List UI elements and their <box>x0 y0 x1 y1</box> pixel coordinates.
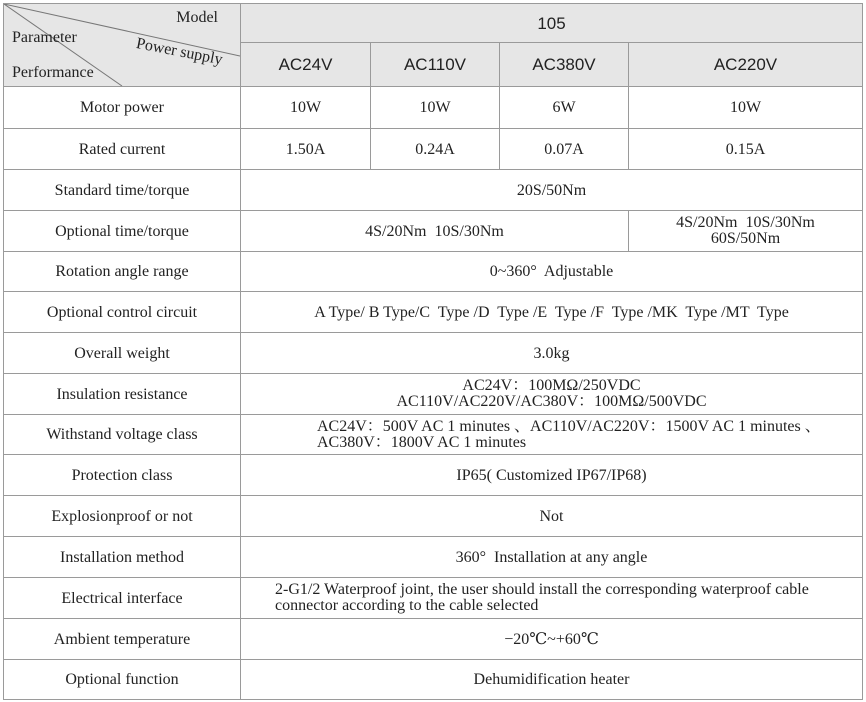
motor-power-ac110v: 10W <box>371 87 500 129</box>
insulation-line1: AC24V：100MΩ/250VDC <box>462 377 641 394</box>
withstand-value <box>241 415 863 455</box>
rotation-value: 0~360° Adjustable <box>241 252 863 292</box>
electrical-value <box>241 578 863 619</box>
weight-value: 3.0kg <box>241 333 863 374</box>
control-value: A Type/ B Type/C Type /D Type /E Type /F Type /MK Type /MT Type <box>241 292 863 333</box>
label-explosion: Explosionproof or not <box>4 496 241 537</box>
row-optional-time <box>4 211 863 252</box>
optional-time-b-line2: 60S/50Nm <box>710 230 781 247</box>
ambient-value: −20℃~+60℃ <box>241 619 863 660</box>
rated-current-ac24v: 1.50A <box>241 129 371 170</box>
label-ambient: Ambient temperature <box>4 619 241 660</box>
row-protection <box>4 455 863 496</box>
electrical-line1: 2-G1/2 Waterproof joint, the user should install the corresponding waterproof cable <box>275 581 809 598</box>
rated-current-ac380v: 0.07A <box>500 129 629 170</box>
supply-ac220v: AC220V <box>629 43 863 87</box>
row-weight <box>4 333 863 374</box>
withstand-line1: AC24V：500V AC 1 minutes 、AC110V/AC220V：1500V AC 1 minutes 、 <box>317 417 821 435</box>
header-row-model <box>4 4 863 43</box>
supply-ac380v: AC380V <box>500 43 629 87</box>
motor-power-ac380v: 6W <box>500 87 629 129</box>
rated-current-ac110v: 0.24A <box>371 129 500 170</box>
rated-current-ac220v: 0.15A <box>629 129 863 170</box>
supply-ac24v: AC24V <box>241 43 371 87</box>
label-weight: Overall weight <box>4 333 241 374</box>
row-motor-power <box>4 87 863 129</box>
label-electrical: Electrical interface <box>4 578 241 619</box>
row-standard-time <box>4 170 863 211</box>
insulation-value <box>241 374 863 415</box>
protection-value: IP65( Customized IP67/IP68) <box>241 455 863 496</box>
row-control <box>4 292 863 333</box>
row-ambient <box>4 619 863 660</box>
header-diagonal-cell <box>4 4 241 87</box>
installation-value: 360° Installation at any angle <box>241 537 863 578</box>
optional-time-value-a: 4S/20Nm 10S/30Nm <box>241 211 629 252</box>
specification-table <box>3 3 863 700</box>
row-rated-current <box>4 129 863 170</box>
model-label: Model <box>176 9 218 26</box>
power-supply-label: Power supply <box>134 35 224 69</box>
label-motor-power: Motor power <box>4 87 241 129</box>
label-control: Optional control circuit <box>4 292 241 333</box>
label-protection: Protection class <box>4 455 241 496</box>
model-value: 105 <box>241 4 863 43</box>
standard-time-value: 20S/50Nm <box>241 170 863 211</box>
label-installation: Installation method <box>4 537 241 578</box>
row-explosion <box>4 496 863 537</box>
motor-power-ac220v: 10W <box>629 87 863 129</box>
parameter-label: Parameter <box>12 29 77 46</box>
optional-time-b-line1: 4S/20Nm 10S/30Nm <box>676 214 815 231</box>
supply-ac110v: AC110V <box>371 43 500 87</box>
row-installation <box>4 537 863 578</box>
electrical-line2: connector according to the cable selected <box>275 597 539 614</box>
label-withstand: Withstand voltage class <box>4 415 241 455</box>
explosion-value: Not <box>241 496 863 537</box>
insulation-line2: AC110V/AC220V/AC380V：100MΩ/500VDC <box>396 393 707 410</box>
withstand-line2: AC380V：1800V AC 1 minutes <box>317 433 527 451</box>
label-rated-current: Rated current <box>4 129 241 170</box>
optional-time-value-b <box>629 211 863 252</box>
label-optional-time: Optional time/torque <box>4 211 241 252</box>
optional-function-value: Dehumidification heater <box>241 660 863 700</box>
label-rotation: Rotation angle range <box>4 252 241 292</box>
performance-label: Performance <box>12 64 94 81</box>
label-optional-function: Optional function <box>4 660 241 700</box>
label-insulation: Insulation resistance <box>4 374 241 415</box>
row-withstand <box>4 415 863 455</box>
motor-power-ac24v: 10W <box>241 87 371 129</box>
label-standard-time: Standard time/torque <box>4 170 241 211</box>
row-rotation <box>4 252 863 292</box>
row-insulation <box>4 374 863 415</box>
row-electrical <box>4 578 863 619</box>
row-optional-function <box>4 660 863 700</box>
